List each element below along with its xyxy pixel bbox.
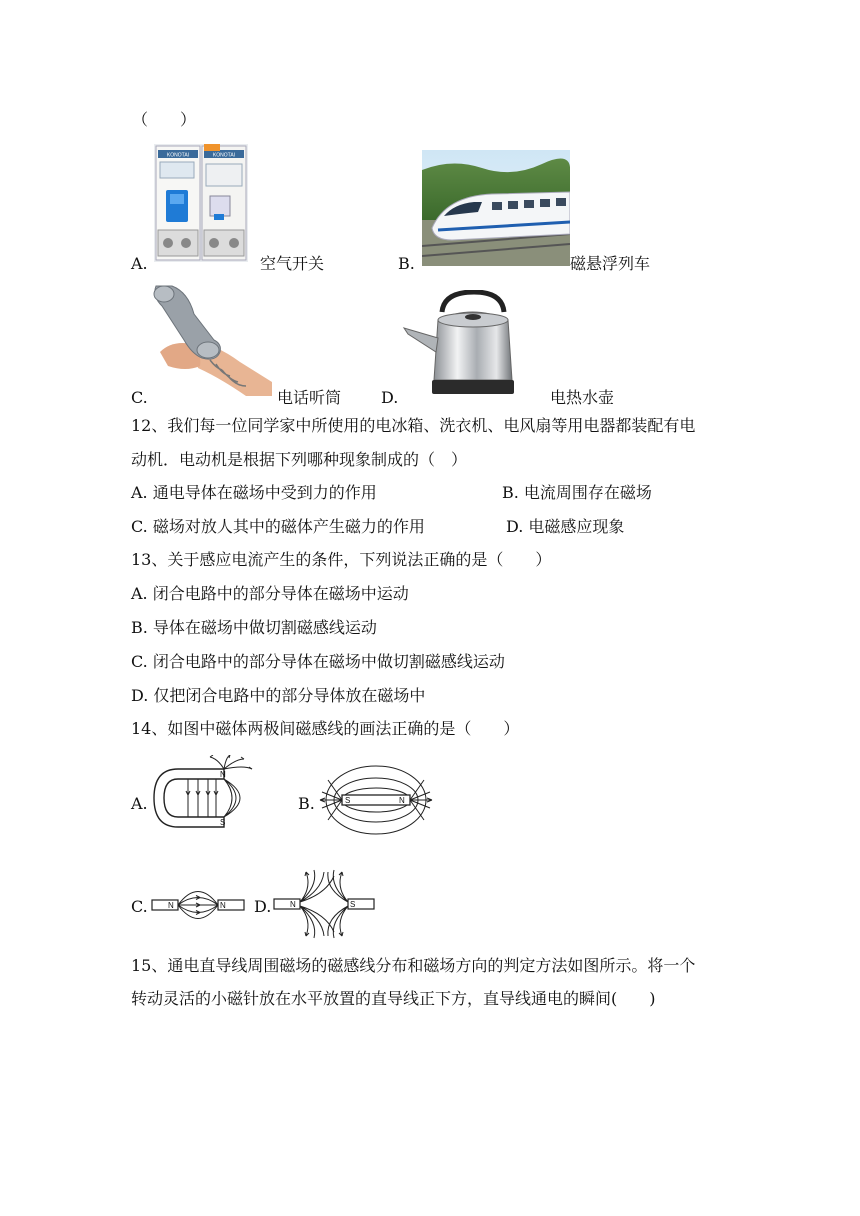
q11-option-b-letter: B. <box>398 254 415 273</box>
q15-stem-line2: 转动灵活的小磁针放在水平放置的直导线正下方，直导线通电的瞬间( ) <box>131 989 656 1008</box>
two-n-poles-field-diagram <box>148 872 248 936</box>
q14-option-c-letter: C. <box>131 897 148 916</box>
bar-magnet-field-diagram <box>314 758 438 842</box>
n-pole-label: N <box>168 901 174 910</box>
maglev-train-image <box>422 150 570 266</box>
q14-option-b-letter: B. <box>298 794 315 813</box>
q12-stem-line2: 动机．电动机是根据下列哪种现象制成的（ ） <box>131 450 468 469</box>
q12-option-b: B. 电流周围存在磁场 <box>502 483 652 502</box>
n-pole-label: N <box>290 900 296 909</box>
q13-option-d: D. 仅把闭合电路中的部分导体放在磁场中 <box>131 686 426 705</box>
q11-option-a-caption: 空气开关 <box>260 254 325 273</box>
q12-stem-line1: 12、我们每一位同学家中所使用的电冰箱、洗衣机、电风扇等用电器都装配有电 <box>131 416 696 435</box>
q13-option-b: B. 导体在磁场中做切割磁感线运动 <box>131 618 377 637</box>
q11-paren: （ ） <box>132 110 197 129</box>
q14-option-a-letter: A. <box>131 794 148 813</box>
q14-option-d-letter: D. <box>254 897 272 916</box>
q11-option-d-caption: 电热水壶 <box>550 388 615 407</box>
n-pole-label: N <box>220 901 226 910</box>
u-magnet-field-diagram <box>148 755 264 841</box>
s-pole-label: S <box>345 796 351 805</box>
n-s-poles-field-diagram <box>272 868 376 940</box>
q11-option-d-letter: D. <box>381 388 399 407</box>
q11-option-a-letter: A. <box>131 254 148 273</box>
q13-option-a: A. 闭合电路中的部分导体在磁场中运动 <box>131 584 409 603</box>
s-pole-label: S <box>220 818 226 827</box>
q15-stem-line1: 15、通电直导线周围磁场的磁感线分布和磁场方向的判定方法如图所示。将一个 <box>131 956 696 975</box>
q13-option-c: C. 闭合电路中的部分导体在磁场中做切割磁感线运动 <box>131 652 505 671</box>
brand-label-left: KONOTAI <box>166 152 190 159</box>
q11-option-c-letter: C. <box>131 388 148 407</box>
electric-kettle-image <box>402 290 518 398</box>
q14-stem: 14、如图中磁体两极间磁感线的画法正确的是（ ） <box>131 719 520 738</box>
n-pole-label: N <box>220 770 226 779</box>
q13-stem: 13、关于感应电流产生的条件，下列说法正确的是（ ） <box>131 550 552 569</box>
n-pole-label: N <box>399 796 405 805</box>
q11-option-c-caption: 电话听筒 <box>277 388 342 407</box>
q12-option-a: A. 通电导体在磁场中受到力的作用 <box>131 483 377 502</box>
q12-option-c: C. 磁场对放人其中的磁体产生磁力的作用 <box>131 517 425 536</box>
telephone-handset-image <box>150 282 272 396</box>
s-pole-label: S <box>350 900 356 909</box>
air-switch-image <box>154 144 248 262</box>
q11-option-b-caption: 磁悬浮列车 <box>570 254 651 273</box>
q12-option-d: D. 电磁感应现象 <box>506 517 625 536</box>
brand-label-right: KONOTAI <box>212 152 236 159</box>
